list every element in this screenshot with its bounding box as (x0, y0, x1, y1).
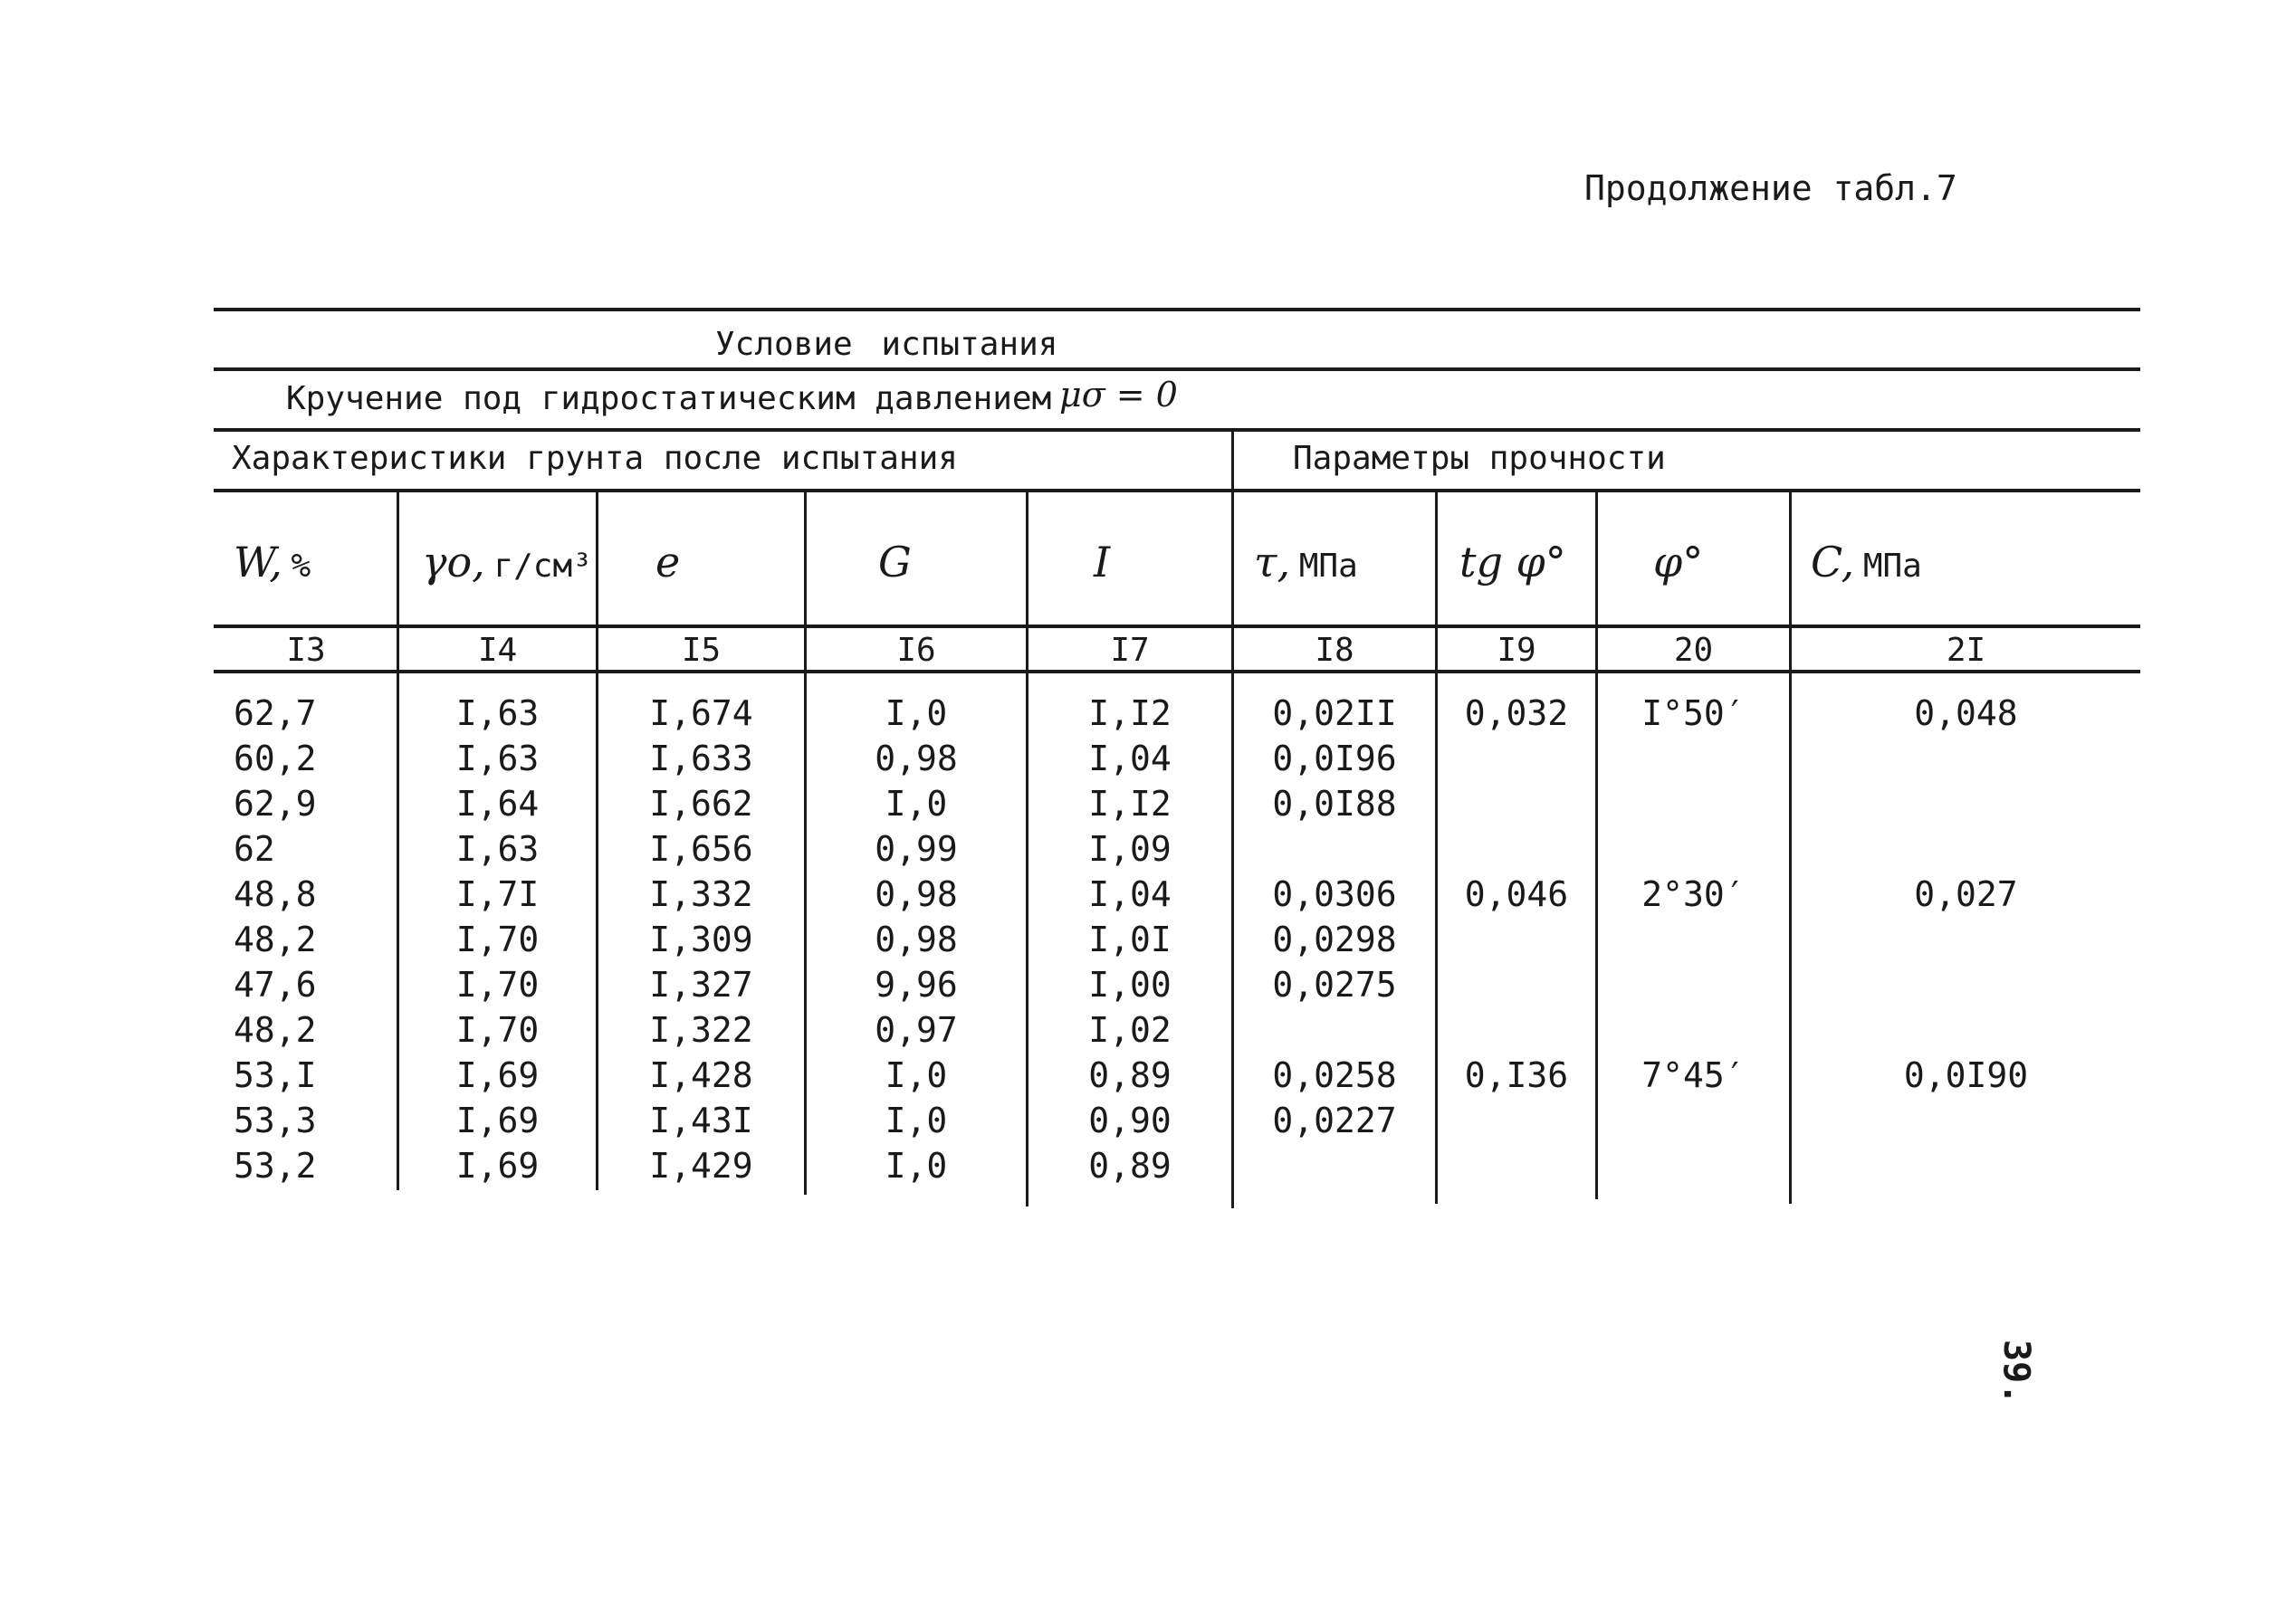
table-cell (1438, 1098, 1595, 1143)
column-shear-stress-values (1234, 691, 1435, 1188)
moisture-unit: % (291, 548, 311, 585)
table-cell: I,04 (1088, 874, 1172, 914)
shear-stress-unit: МПа (1298, 548, 1358, 585)
table-cell: I,64 (455, 784, 540, 824)
table-cell: 0,032 (1464, 693, 1569, 733)
table-cell: 0,90 (1088, 1101, 1172, 1140)
table-cell: 0,0275 (1272, 965, 1397, 1005)
table-cell (1438, 1007, 1595, 1053)
table-cell: I,70 (455, 920, 540, 959)
cohesion-unit: МПа (1862, 548, 1922, 585)
table-cell: 0,048 (1914, 693, 2018, 733)
table-cell: 2°30′ (1641, 874, 1746, 914)
table-cell (1598, 962, 1789, 1007)
table-cell: 0,98 (875, 920, 958, 959)
table-cell: 0,97 (875, 1010, 958, 1050)
condition-formula: μσ = 0 (1059, 375, 1178, 415)
table-cell: 0,0227 (1272, 1101, 1397, 1140)
table-cell: I,69 (455, 1146, 540, 1186)
table-cell (1438, 826, 1595, 872)
table-cell (1234, 1007, 1435, 1053)
table-cell (1792, 736, 2140, 781)
col-header-consistency: I (1094, 538, 1111, 586)
col-header-shear-stress (1254, 538, 1358, 586)
col-number-18: I8 (1315, 632, 1354, 669)
table-cell: 9,96 (875, 965, 958, 1005)
table-cell: I,674 (649, 693, 753, 733)
table-cell: I,0 (885, 1101, 948, 1140)
table-cell: 0,0I96 (1272, 739, 1397, 778)
table-cell: I,69 (455, 1101, 540, 1140)
col-number-15: I5 (681, 632, 722, 669)
table-cell: 0,89 (1088, 1146, 1172, 1186)
col-header-density (422, 538, 592, 586)
column-density-values (399, 691, 596, 1188)
table-cell: 0,98 (875, 874, 958, 914)
table-cell: I,656 (649, 829, 753, 869)
table-cell (1792, 781, 2140, 826)
table-cell: 0,0I88 (1272, 784, 1397, 824)
col-number-13: I3 (286, 632, 326, 669)
column-moisture-values (234, 691, 317, 1188)
table-cell: I,332 (649, 874, 753, 914)
table-cell (1792, 826, 2140, 872)
table-cell (1438, 917, 1595, 962)
table-cell: 48,2 (234, 1010, 317, 1050)
table-cell: 0,0258 (1272, 1055, 1397, 1095)
table-cell: I,327 (649, 965, 753, 1005)
table-cell (1438, 736, 1595, 781)
col-number-20: 20 (1673, 632, 1714, 669)
table-cell: I,09 (1088, 829, 1172, 869)
rule-after-groups (214, 489, 2140, 492)
table-cell: 0,89 (1088, 1055, 1172, 1095)
table-cell: 48,2 (234, 920, 317, 959)
moisture-symbol: W, (234, 538, 282, 586)
condition-header: Условие испытания (715, 326, 1058, 363)
col-header-porosity: e (655, 538, 681, 586)
table-cell: I,63 (455, 739, 540, 778)
group-strength-parameters: Параметры прочности (1293, 440, 1666, 477)
table-cell: 0,99 (875, 829, 958, 869)
density-symbol: γo, (422, 538, 485, 586)
table-cell: I,0 (885, 1055, 948, 1095)
table-cell (1598, 736, 1789, 781)
column-friction-angle-values (1598, 691, 1789, 1188)
table-cell: 62,7 (234, 693, 317, 733)
table-cell: 0,0298 (1272, 920, 1397, 959)
density-unit: г/см³ (493, 548, 592, 585)
col-number-17: I7 (1110, 632, 1150, 669)
rule-after-mode (214, 428, 2140, 432)
table-cell (1438, 1143, 1595, 1188)
table-cell: I,0 (885, 693, 948, 733)
col-header-friction-angle: φ° (1653, 538, 1704, 586)
table-cell: 7°45′ (1641, 1055, 1746, 1095)
group-soil-characteristics: Характеристики грунта после испытания (232, 440, 958, 477)
table-cell (1234, 826, 1435, 872)
table-cell: I°50′ (1641, 693, 1746, 733)
table-cell (1598, 1143, 1789, 1188)
col-number-21: 2I (1946, 632, 1986, 669)
table-cell (1598, 1098, 1789, 1143)
rule-after-symbols (214, 625, 2140, 628)
table-cell: I,04 (1088, 739, 1172, 778)
table-cell: 0,02II (1272, 693, 1397, 733)
table-cell (1598, 781, 1789, 826)
shear-stress-symbol: τ, (1254, 538, 1291, 586)
table-cell: I,02 (1088, 1010, 1172, 1050)
table-cell: I,429 (649, 1146, 753, 1186)
table-cell (1438, 962, 1595, 1007)
table-cell (1234, 1143, 1435, 1188)
column-consistency-values (1028, 691, 1231, 1188)
table-cell: I,0 (885, 784, 948, 824)
table-cell: I,I2 (1088, 784, 1172, 824)
table-cell (1792, 1098, 2140, 1143)
column-cohesion-values (1792, 691, 2140, 1188)
table-cell (1792, 917, 2140, 962)
table-cell: 0,I36 (1464, 1055, 1569, 1095)
column-saturation-values (807, 691, 1026, 1188)
table-cell: I,70 (455, 965, 540, 1005)
page-number: 39. (1995, 1340, 2037, 1406)
table-cell: I,0I (1088, 920, 1172, 959)
table-cell: I,70 (455, 1010, 540, 1050)
col-number-16: I6 (896, 632, 936, 669)
table-cell: 62 (234, 829, 275, 869)
table-cell: I,428 (649, 1055, 753, 1095)
table-cell: I,322 (649, 1010, 753, 1050)
table-cell: 0,98 (875, 739, 958, 778)
condition-text: Кручение под гидростатическим давлением (286, 380, 1052, 417)
table-cell: 48,8 (234, 874, 317, 914)
table-cell: 53,I (234, 1055, 317, 1095)
table-cell: I,0 (885, 1146, 948, 1186)
table-cell: I,43I (649, 1101, 753, 1140)
table-cell (1792, 962, 2140, 1007)
table-cell (1598, 1007, 1789, 1053)
col-number-19: I9 (1497, 632, 1536, 669)
col-header-moisture (234, 538, 311, 586)
table-cell: I,69 (455, 1055, 540, 1095)
continuation-label: Продолжение табл.7 (1584, 168, 1957, 208)
rule-after-numbers (214, 670, 2140, 673)
table-cell (1598, 826, 1789, 872)
table-cell: I,309 (649, 920, 753, 959)
table-cell (1792, 1007, 2140, 1053)
table-cell: 0,046 (1464, 874, 1569, 914)
table-cell: 47,6 (234, 965, 317, 1005)
table-cell: 0,0306 (1272, 874, 1397, 914)
table-cell: I,7I (455, 874, 540, 914)
table-cell: I,662 (649, 784, 753, 824)
table-cell: 60,2 (234, 739, 317, 778)
table-cell (1438, 781, 1595, 826)
cohesion-symbol: C, (1811, 538, 1855, 586)
table-cell (1598, 917, 1789, 962)
table-cell: I,63 (455, 829, 540, 869)
table-cell: 0,027 (1914, 874, 2018, 914)
table-cell: I,00 (1088, 965, 1172, 1005)
column-porosity-values (598, 691, 804, 1188)
table-cell: I,633 (649, 739, 753, 778)
table-cell: I,I2 (1088, 693, 1172, 733)
col-header-saturation: G (878, 538, 912, 586)
table-cell: 53,2 (234, 1146, 317, 1186)
table-cell: 0,0I90 (1903, 1055, 2029, 1095)
col-number-14: I4 (477, 632, 518, 669)
col-header-friction-tangent: tg φ° (1459, 538, 1566, 586)
col-header-cohesion (1811, 538, 1922, 586)
table-cell: 62,9 (234, 784, 317, 824)
table-cell: I,63 (455, 693, 540, 733)
column-friction-tangent-values (1438, 691, 1595, 1188)
rule-top (214, 308, 2140, 311)
table-cell: 53,3 (234, 1101, 317, 1140)
rule-after-condition (214, 367, 2140, 371)
table-cell (1792, 1143, 2140, 1188)
